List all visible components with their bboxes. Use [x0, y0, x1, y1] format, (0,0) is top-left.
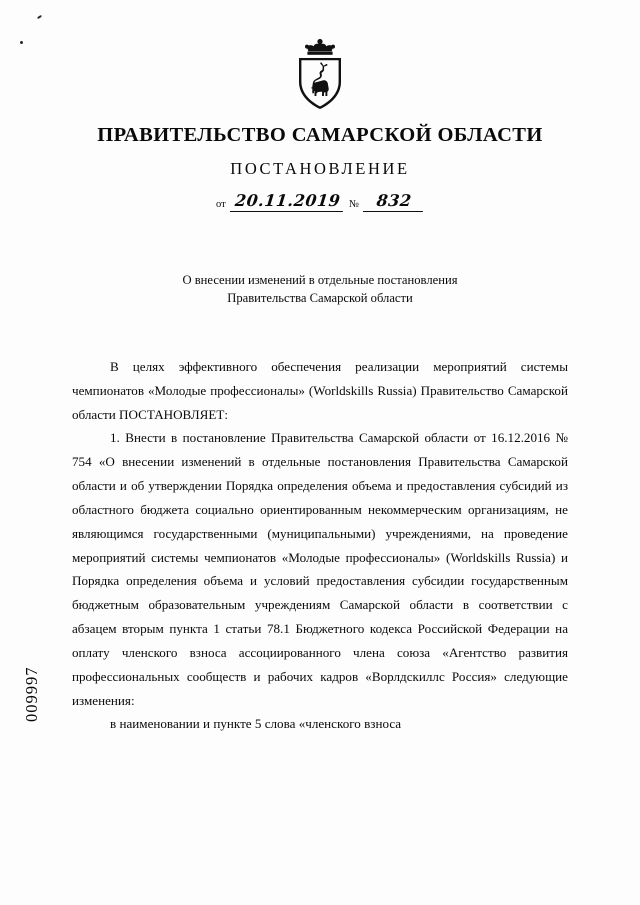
body-paragraph: в наименовании и пункте 5 слова «членского взноса: [110, 716, 402, 732]
body-paragraph: 1. Внести в постановление Правительства Самарской области от 16.12.2016 № 754 «О внесении изменений в отдельные постановления Правительства Самарской области и об утверждении Порядка определения объема и предоставления субсидий из областного бюджета социально ориентированным некоммерческим организациям, не являющимся государственными (муниципальными) учреждениями, на проведение мероприятий системы чемпионатов «Молодые профессионалы» (Worldskills Russia) и Порядка определения объема и условий предоставления субсидии государственным бюджетным образовательным учреждениям Самарской области в соответствии с абзацем вторым пункта 1 статьи 78.1 Бюджетного кодекса Российской Федерации на оплату членского взноса ассоциированного члена союза «Агентство развития профессиональных сообществ и рабочих кадров «Ворлдскиллс Россия» следующие изменения:: [72, 430, 568, 708]
date-and-number-line: [0, 191, 640, 212]
document-registration-number: 009997: [22, 666, 41, 722]
document-header: [0, 124, 640, 179]
date-prefix-label: от: [216, 199, 226, 210]
scan-artifact-mark-1: [37, 15, 42, 20]
organization-title: ПРАВИТЕЛЬСТВО САМАРСКОЙ ОБЛАСТИ: [97, 124, 543, 146]
document-subject: [0, 271, 640, 308]
date-value: 20.11.2019: [230, 191, 345, 212]
number-prefix-label: №: [348, 199, 359, 210]
document-body: [72, 355, 568, 736]
body-paragraph: В целях эффективного обеспечения реализации мероприятий системы чемпионатов «Молодые профессионалы» (Worldskills Russia) Правительство Самарской области ПОСТАНОВЛЯЕТ:: [72, 359, 568, 422]
coat-of-arms-emblem: [0, 38, 640, 112]
document-number-value: 832: [363, 191, 425, 212]
document-type: ПОСТАНОВЛЕНИЕ: [230, 158, 410, 178]
subject-line-2: Правительства Самарской области: [227, 291, 413, 306]
subject-line-1: О внесении изменений в отдельные постановления: [182, 273, 458, 287]
